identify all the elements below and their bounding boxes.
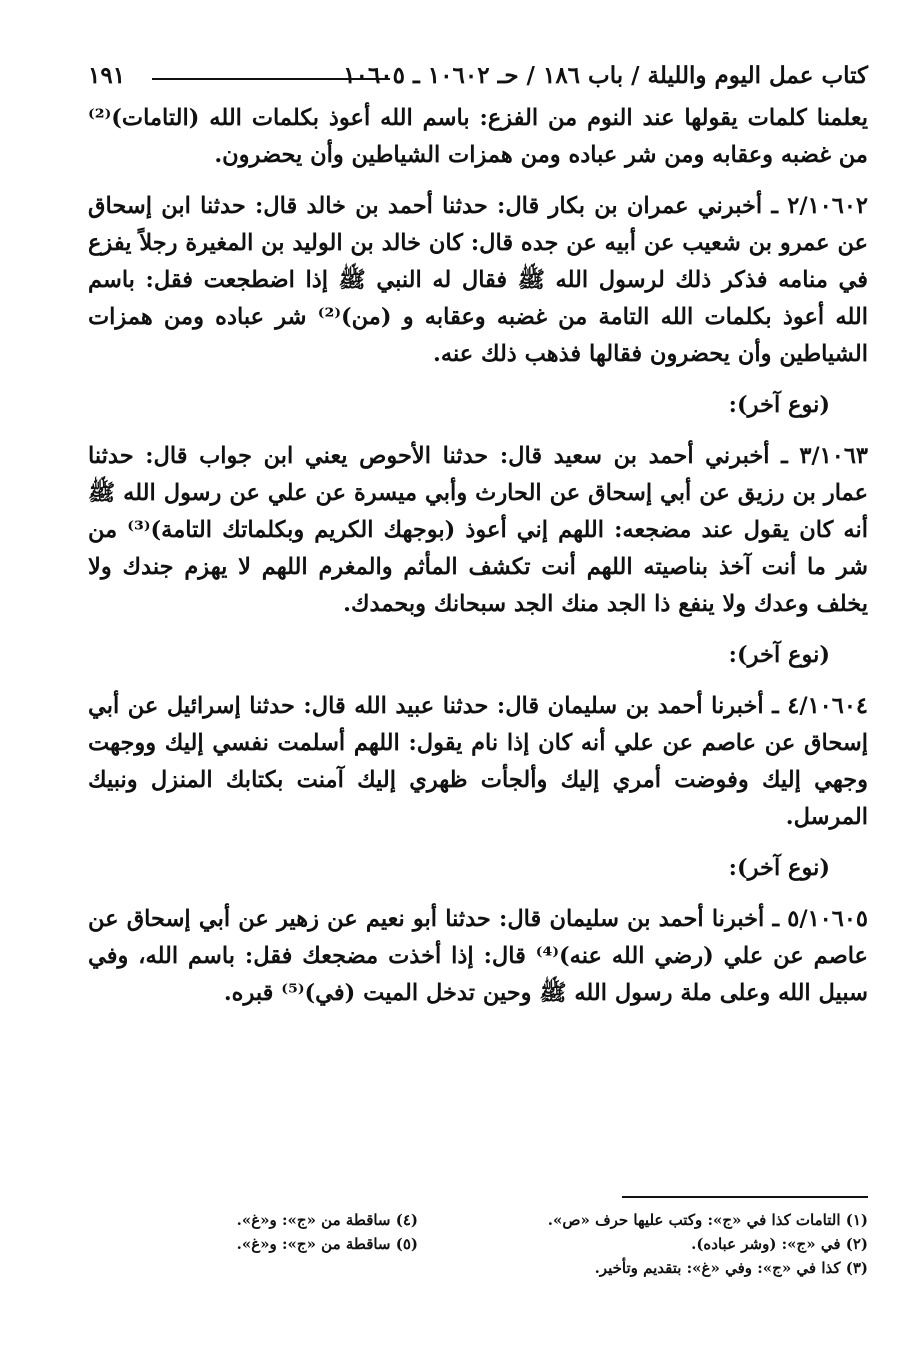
section-heading-2: (نوع آخر): xyxy=(728,642,830,668)
page-number: ١٩١ xyxy=(88,62,126,89)
hadith-10605: ٥/١٠٦٠٥ ـ أخبرنا أحمد بن سليمان قال: حدثنا أبو نعيم عن زهير عن أبي إسحاق عن عاصم عن علي (رضي الله عنه)⁽⁴⁾ قال: إذا أخذت مضجعك فقل: باسم الله، وفي سبيل الله وعلى ملة رسول الله ﷺ وحين تدخل الميت (في)⁽⁵⁾ قبره. xyxy=(88,906,868,1006)
section-heading-3: (نوع آخر): xyxy=(728,855,830,881)
hadith-10602: ٢/١٠٦٠٢ ـ أخبرني عمران بن بكار قال: حدثنا أحمد بن خالد قال: حدثنا ابن إسحاق عن عمرو بن شعيب عن أبيه عن جده قال: كان خالد بن الوليد بن المغيرة رجلاً يفزع في منامه فذكر ذلك لرسول الله ﷺ فقال له النبي ﷺ إذا اضطجعت فقل: باسم الله أعوذ بكلمات الله التامة من غضبه وعقابه و (من)⁽²⁾ شر عباده ومن همزات الشياطين وأن يحضرون فقالها فذهب ذلك عنه. xyxy=(88,193,868,367)
footnote-rule xyxy=(622,1196,868,1198)
footnotes-column-left xyxy=(118,1208,418,1256)
footnote-5: (٥) ساقطة من «ج»: و«غ». xyxy=(236,1235,418,1253)
footnote-4: (٤) ساقطة من «ج»: و«غ». xyxy=(236,1211,418,1229)
paragraph-continuation: يعلمنا كلمات يقولها عند النوم من الفزع: باسم الله أعوذ بكلمات الله (التامات)⁽²⁾ من غضبه وعقابه ومن شر عباده ومن همزات الشياطين وأن يحضرون. xyxy=(88,105,868,168)
running-head xyxy=(88,48,868,100)
running-head-title: كتاب عمل اليوم والليلة / باب ١٨٦ / حـ ١٠٦٠٢ ـ ١٠٦٠٥ xyxy=(343,62,868,89)
footnote-2: (٢) في «ج»: (وشر عباده). xyxy=(691,1235,868,1253)
section-heading-1: (نوع آخر): xyxy=(728,392,830,418)
footnotes-column-right xyxy=(448,1208,868,1280)
page xyxy=(88,48,868,1277)
footnote-1: (١) التامات كذا في «ج»: وكتب عليها حرف «ص». xyxy=(547,1211,868,1229)
running-head-rule xyxy=(152,78,390,80)
hadith-10604: ٤/١٠٦٠٤ ـ أخبرنا أحمد بن سليمان قال: حدثنا عبيد الله قال: حدثنا إسرائيل عن أبي إسحاق عن عاصم عن علي أنه كان إذا نام يقول: اللهم أسلمت نفسي إليك ووجهت وجهي إليك وفوضت أمري إليك وألجأت ظهري إليك آمنت بكتابك المنزل ونبيك المرسل. xyxy=(88,693,868,830)
footnote-3: (٣) كذا في «ج»: وفي «غ»: بتقديم وتأخير. xyxy=(594,1259,868,1277)
hadith-1063: ٣/١٠٦٣ ـ أخبرني أحمد بن سعيد قال: حدثنا الأحوص يعني ابن جواب قال: حدثنا عمار بن رزيق عن أبي إسحاق عن الحارث وأبي ميسرة عن علي عن رسول الله ﷺ أنه كان يقول عند مضجعه: اللهم إني أعوذ (بوجهك الكريم وبكلماتك التامة)⁽³⁾ من شر ما أنت آخذ بناصيته اللهم أنت تكشف المأثم والمغرم اللهم لا يهزم جندك ولا يخلف وعدك ولا ينفع ذا الجد منك الجد سبحانك وبحمدك. xyxy=(88,443,868,617)
